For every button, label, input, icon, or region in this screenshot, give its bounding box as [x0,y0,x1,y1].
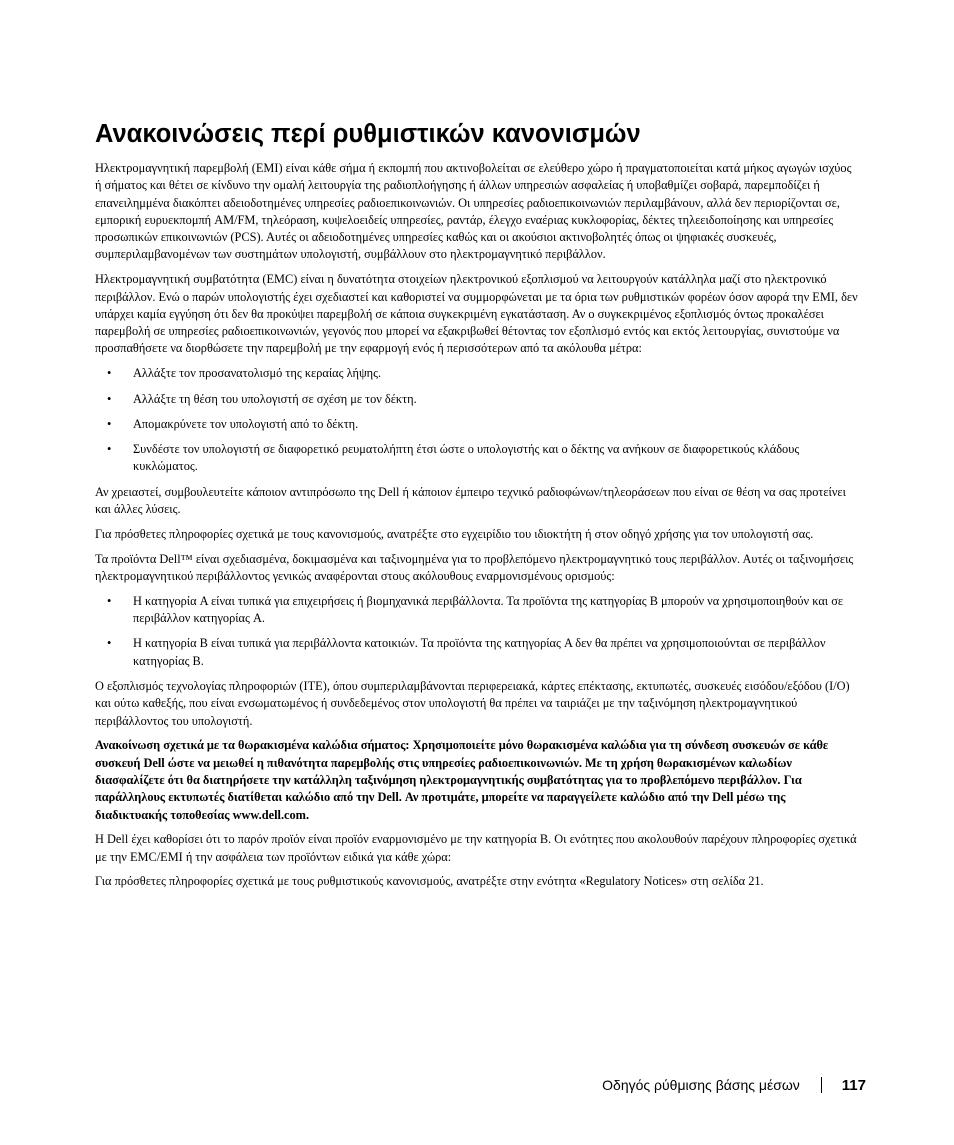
list-item-text: Αλλάξτε τη θέση του υπολογιστή σε σχέση με τον δέκτη. [133,391,417,406]
bullet-icon: • [107,593,112,608]
shielded-cables-notice: Ανακοίνωση σχετικά με τα θωρακισμένα καλώδια σήματος: Χρησιμοποιείτε μόνο θωρακισμένα καλώδια για τη σύνδεση συσκευών σε κάθε συσκευή Dell ώστε να μειωθεί η πιθανότητα παρεμβολής στις υπηρεσίες ραδιοεπικοινωνιών. Με τη χρήση θωρακισμένων καλωδίων διασφαλίζετε ότι θα διατηρήσετε την κατάλληλη ταξινόμηση ηλεκτρομαγνητικής συμβατότητας για το προβλεπόμενο περιβάλλον. Για παράλληλους εκτυπωτές διατίθεται καλώδιο από την Dell. Αν προτιμάτε, μπορείτε να παραγγείλετε καλώδιο από την Dell μέσω της διαδικτυακής τοποθεσίας www.dell.com. [95,738,829,822]
list-item-text: Απομακρύνετε τον υπολογιστή από το δέκτη. [133,416,359,431]
list-item [95,593,859,628]
paragraph-class-b: Η Dell έχει καθορίσει ότι το παρόν προϊόν είναι προϊόν εναρμονισμένο με την κατηγορία B. Οι ενότητες που ακολουθούν παρέχουν πληροφορίες σχετικά με την EMC/EMI ή την ασφάλεια των προϊόντων ειδικά για κάθε χώρα: [95,832,857,864]
list-item [95,441,859,476]
list-item-text: Αλλάξτε τον προσανατολισμό της κεραίας λήψης. [133,366,382,381]
page-title: Ανακοινώσεις περί ρυθμιστικών κανονισμών [95,120,641,148]
list-item [95,365,859,382]
list-item-text: Η κατηγορία B είναι τυπικά για περιβάλλοντα κατοικιών. Τα προϊόντα της κατηγορίας A δεν θα πρέπει να χρησιμοποιούνται σε περιβάλλον κατηγορίας B. [133,636,826,668]
classes-list [95,593,859,670]
footer-guide-title: Οδηγός ρύθμισης βάσης μέσων [602,1077,800,1093]
paragraph-more-info: Για πρόσθετες πληροφορίες σχετικά με τους κανονισμούς, ανατρέξτε στο εγχειρίδιο του ιδιοκτήτη ή στον οδηγό χρήσης για τον υπολογιστή σας. [95,526,814,541]
measures-list [95,365,859,475]
list-item [95,635,859,670]
bullet-icon: • [107,636,112,651]
paragraph-dell-products: Τα προϊόντα Dell™ είναι σχεδιασμένα, δοκιμασμένα και ταξινομημένα για το προβλεπόμενο ηλεκτρομαγνητικό τους περιβάλλον. Αυτές οι ταξινομήσεις ηλεκτρομαγνητικού περιβάλλοντος γενικώς αναφέρονται στους ακόλουθους εναρμονισμένους ορισμούς: [95,551,854,583]
paragraph-emi: Ηλεκτρομαγνητική παρεμβολή (EMI) είναι κάθε σήμα ή εκπομπή που ακτινοβολείται σε ελεύθερο χώρο ή πραγματοποιείται κατά μήκος αγωγών ισχύος ή σήματος και θέτει σε κίνδυνο την ομαλή λειτουργία της ραδιοπλοήγησης ή άλλων υπηρεσιών ασφαλείας ή υποβαθμίζει σοβαρά, παρεμποδίζει ή επανειλημμένα διακόπτει αδειοδοτημένες υπηρεσίες ραδιοεπικοινωνιών. Οι υπηρεσίες ραδιοεπικοινωνιών περιλαμβάνουν, αλλά δεν περιορίζονται σε, εμπορική ευρυεκπομπή AM/FM, τηλεόραση, κυψελοειδείς υπηρεσίες, ραντάρ, έλεγχο εναέριας κυκλοφορίας, δέκτες τηλεειδοποίησης και υπηρεσίες προσωπικών επικοινωνιών (PCS). Αυτές οι αδειοδοτημένες υπηρεσίες καθώς και οι ακούσιοι ακτινοβολητές όπως οι ψηφιακές συσκευές, συμπεριλαμβανομένων των συστημάτων υπολογιστή, συμβάλλουν στο ηλεκτρομαγνητικό περιβάλλον. [95,161,852,262]
list-item [95,416,859,433]
bullet-icon: • [107,391,112,406]
list-item-text: Συνδέστε τον υπολογιστή σε διαφορετικό ρευματολήπτη έτσι ώστε ο υπολογιστής και ο δέκτης να ανήκουν σε διαφορετικούς κλάδους κυκλώματος. [133,442,800,474]
body-text [95,160,859,898]
bullet-icon: • [107,366,112,381]
paragraph-dell-representative: Αν χρειαστεί, συμβουλευτείτε κάποιον αντιπρόσωπο της Dell ή κάποιον έμπειρο τεχνικό ραδιοφώνων/τηλεοράσεων που είναι σε θέση να σας προτείνει και άλλες λύσεις. [95,484,846,517]
paragraph-regulatory: Για πρόσθετες πληροφορίες σχετικά με τους ρυθμιστικούς κανονισμούς, ανατρέξτε στην ενότητα «Regulatory Notices» στη σελίδα 21. [95,874,764,889]
paragraph-emc: Ηλεκτρομαγνητική συμβατότητα (EMC) είναι η δυνατότητα στοιχείων ηλεκτρονικού εξοπλισμού να λειτουργούν κατάλληλα μαζί στο ηλεκτρονικό περιβάλλον. Ενώ ο παρών υπολογιστής έχει σχεδιαστεί και καθοριστεί να συμμορφώνεται με τα όρια των ρυθμιστικών φορέων όσον αφορά την EMI, δεν υπάρχει καμία εγγύηση ότι δεν θα προκύψει παρεμβολή σε κάποια συγκεκριμένη εγκατάσταση. Αν ο συγκεκριμένος εξοπλισμός όντως προκαλέσει παρεμβολή σε υπηρεσίες ραδιοεπικοινωνιών, γεγονός που μπορεί να εξακριβωθεί θέτοντας τον εξοπλισμό εντός και εκτός λειτουργίας, συνιστούμε να προσπαθήσετε να διορθώσετε την παρεμβολή με την εφαρμογή ενός ή περισσότερων από τα ακόλουθα μέτρα: [95,272,858,356]
list-item [95,391,859,408]
footer-separator [821,1077,822,1093]
bullet-icon: • [107,442,112,457]
page-footer [602,1075,866,1095]
paragraph-ite: Ο εξοπλισμός τεχνολογίας πληροφοριών (ITE), όπου συμπεριλαμβάνονται περιφερειακά, κάρτες επέκτασης, εκτυπωτές, συσκευές εισόδου/εξόδου (I/O) και ούτω καθεξής, που είναι ενσωματωμένος ή συνδεδεμένος στον υπολογιστή θα πρέπει να ταιριάζει με την ταξινόμηση ηλεκτρομαγνητικού περιβάλλοντος του υπολογιστή. [95,678,850,728]
page-number: 117 [841,1077,866,1094]
bullet-icon: • [107,416,112,431]
list-item-text: Η κατηγορία A είναι τυπικά για επιχειρήσεις ή βιομηχανικά περιβάλλοντα. Τα προϊόντα της κατηγορίας B μπορούν να χρησιμοποιηθούν και σε περιβάλλον κατηγορίας A. [133,593,844,626]
